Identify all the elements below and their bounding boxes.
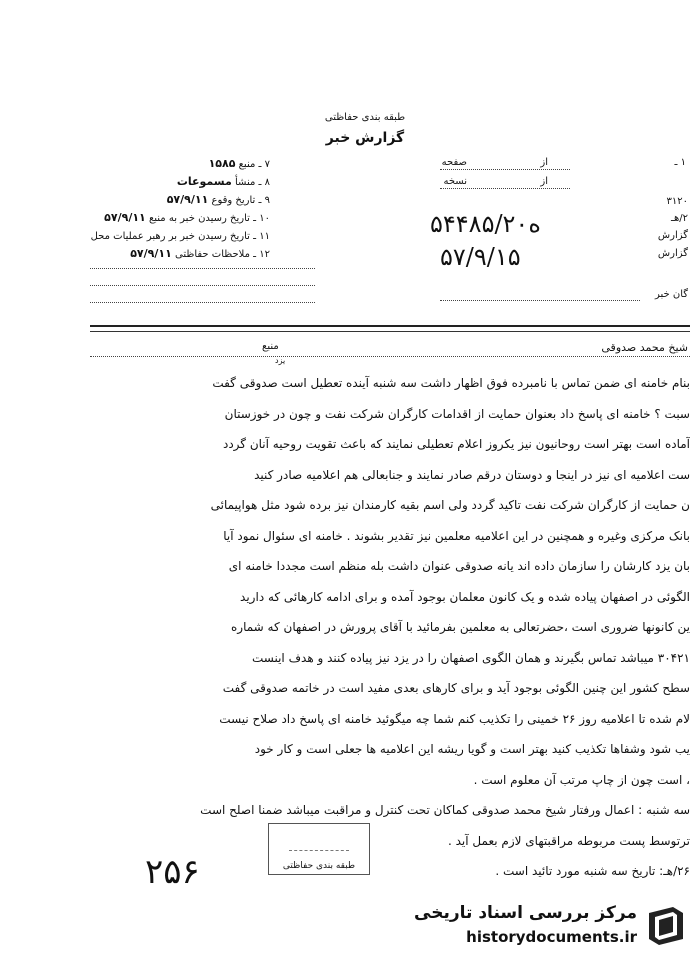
field-label: ۸ ـ منشأ <box>234 177 270 188</box>
field-r6 <box>658 230 688 241</box>
field-label: ۱۰ ـ تاریخ رسیدن خبر به منبع <box>148 213 270 224</box>
body-line: سبت ؟ خامنه ای پاسخ داد بعنوان حمایت از اقدامات کارگران شرکت نفت و چون در خوزستان <box>224 406 690 421</box>
body-line: ۲۶/هـ: تاریخ سه شنبه مورد تائید است . <box>495 864 690 878</box>
dotted-line <box>440 300 640 301</box>
field-r4 <box>667 196 688 207</box>
field-label: گان خبر <box>654 289 688 300</box>
separator-rule <box>90 325 690 327</box>
field-occurrence-date <box>159 193 270 206</box>
report-title: گزارش خبر <box>325 130 405 146</box>
field-r7 <box>658 248 688 259</box>
field-label: گزارش <box>657 248 688 259</box>
field-value: ۳۱۲۰ <box>666 196 688 207</box>
field-received-operations-date <box>83 229 270 242</box>
field-r5 <box>671 213 688 224</box>
body-line: سه شنبه : اعمال ورفتار شیخ محمد صدوقی کماکان تحت کنترل و مراقبت میباشد ضمنا اصلح است <box>200 803 690 817</box>
field-received-source-date <box>96 211 270 224</box>
body-line: یب شود وشفاها تکذیب کنید بهتر است و گویا ریشه این اعلامیه ها جعلی است و کار خود <box>254 742 690 756</box>
archive-watermark <box>410 895 695 955</box>
body-line: ین کانونها ضروری است ،حضرتعالی به معلمین بفرمائید با آقای پرورش در اصفهان که شماره <box>231 620 690 634</box>
field-r1 <box>675 157 686 168</box>
handwritten-date: ۵۷/۹/۱۵ <box>440 243 521 271</box>
dotted-line <box>440 169 570 170</box>
field-value: نسخه <box>443 176 467 187</box>
dotted-line <box>90 285 315 286</box>
dotted-line <box>440 188 570 189</box>
subject: شیخ محمد صدوقی <box>601 341 688 354</box>
handwritten-number: ۵۴۴۸۵/۲۰ه <box>430 210 541 238</box>
stamp-scribble <box>289 832 349 851</box>
field-value: ۱۵۸۵ <box>208 157 236 170</box>
source-label: منبع <box>262 341 279 352</box>
field-r2-value <box>442 157 467 168</box>
field-r3 <box>540 176 548 187</box>
field-value: ۵۷/۹/۱۱ <box>104 211 146 224</box>
body-line: ست اعلامیه ای نیز در اینجا و دوستان درقم صادر نمایند و جنابعالی هم اعلامیه صادر کنید <box>254 467 690 482</box>
body-line: الگوئی در اصفهان پیاده شده و یک کانون معلمان بوجود آمده و برای ادامه کارهائی که دارید <box>240 589 690 604</box>
field-label: گزارش <box>657 230 688 241</box>
body-line: بنام خامنه ای ضمن تماس با نامبرده فوق اظهار داشت سه شنبه آینده تعطیل است صدوقی گفت <box>212 376 690 390</box>
body-line: ترتوسط پست مربوطه مراقبتهای لازم بعمل آید . <box>448 833 690 848</box>
dotted-line <box>90 268 315 269</box>
field-label: ۲/هـ <box>671 213 688 224</box>
field-security-notes <box>122 247 270 260</box>
field-value: ۵۷/۹/۱۱ <box>166 193 209 206</box>
dotted-line <box>90 302 315 303</box>
field-r2 <box>540 157 548 168</box>
field-label: ۷ ـ منبع <box>238 159 270 170</box>
source-sub: یزد <box>275 356 286 365</box>
separator-rule <box>90 331 690 332</box>
field-label: ۱ ـ <box>674 157 686 168</box>
archive-logo-icon <box>643 903 689 949</box>
body-line: بان یزد کارشان را سازمان داده اند یانه صدوقی عنوان داشت بله منظم است مجددا خامنه ای <box>228 559 690 573</box>
stamp-label: طبقه بندی حفاظتی <box>282 861 356 871</box>
classification-header: طبقه بندی حفاظتی <box>324 112 406 123</box>
body-line: آماده است بهتر است روحانیون نیز یکروز اعلام تعطیلی نمایند که باعث تقویت روحیه آنان گردد <box>222 437 690 451</box>
field-value: صفحه <box>441 157 467 168</box>
field-label: ۱۲ ـ ملاحظات حفاظتی <box>175 249 270 260</box>
subject-line <box>90 356 690 357</box>
field-source <box>201 157 270 170</box>
field-label: ۹ ـ تاریخ وقوع <box>211 195 270 206</box>
field-r3-value <box>443 176 467 187</box>
body-line: ، است چون از چاپ مرتب آن معلوم است . <box>473 772 690 787</box>
field-r8 <box>655 289 688 300</box>
field-label: ۱۱ ـ تاریخ رسیدن خبر بر رهبر عملیات محل <box>90 231 270 242</box>
body-line: سطح کشور این چنین الگوئی بوجود آید و برای کارهای بعدی مفید است در خاتمه صدوقی گفت <box>222 681 690 695</box>
field-origin <box>169 175 270 188</box>
body-line: لام شده تا اعلامیه روز ۲۶ خمینی را تکذیب کنم شما چه میگوئید خامنه ای پاسخ داد صلاح نیست <box>219 711 690 726</box>
field-label: از <box>540 176 548 187</box>
field-value: مسموعات <box>176 175 232 188</box>
body-line: ن حمایت از کارگران شرکت نفت تاکید گردد ولی اسم بقیه کارمندان نیز برده شود مثل هواپیمائی <box>210 498 690 512</box>
classification-stamp <box>268 823 370 875</box>
report-body <box>90 368 690 887</box>
body-line: ۳۰۴۲۱ میباشد تماس بگیرند و همان الگوی اصفهان را در یزد نیز پیاده کنند و هدف اینست <box>251 650 690 665</box>
field-label: از <box>540 157 548 168</box>
body-line: بانک مرکزی وغیره و همچنین در این اعلامیه معلمین نیز تقدیر بشوند . خامنه ای سئوال نمود آیا <box>223 528 690 543</box>
archive-url: historydocuments.ir <box>466 928 637 946</box>
field-value: ۵۷/۹/۱۱ <box>130 247 172 260</box>
archive-name: مرکز بررسی اسناد تاریخی <box>414 903 637 923</box>
page-number: ۲۵۶ <box>145 852 200 892</box>
